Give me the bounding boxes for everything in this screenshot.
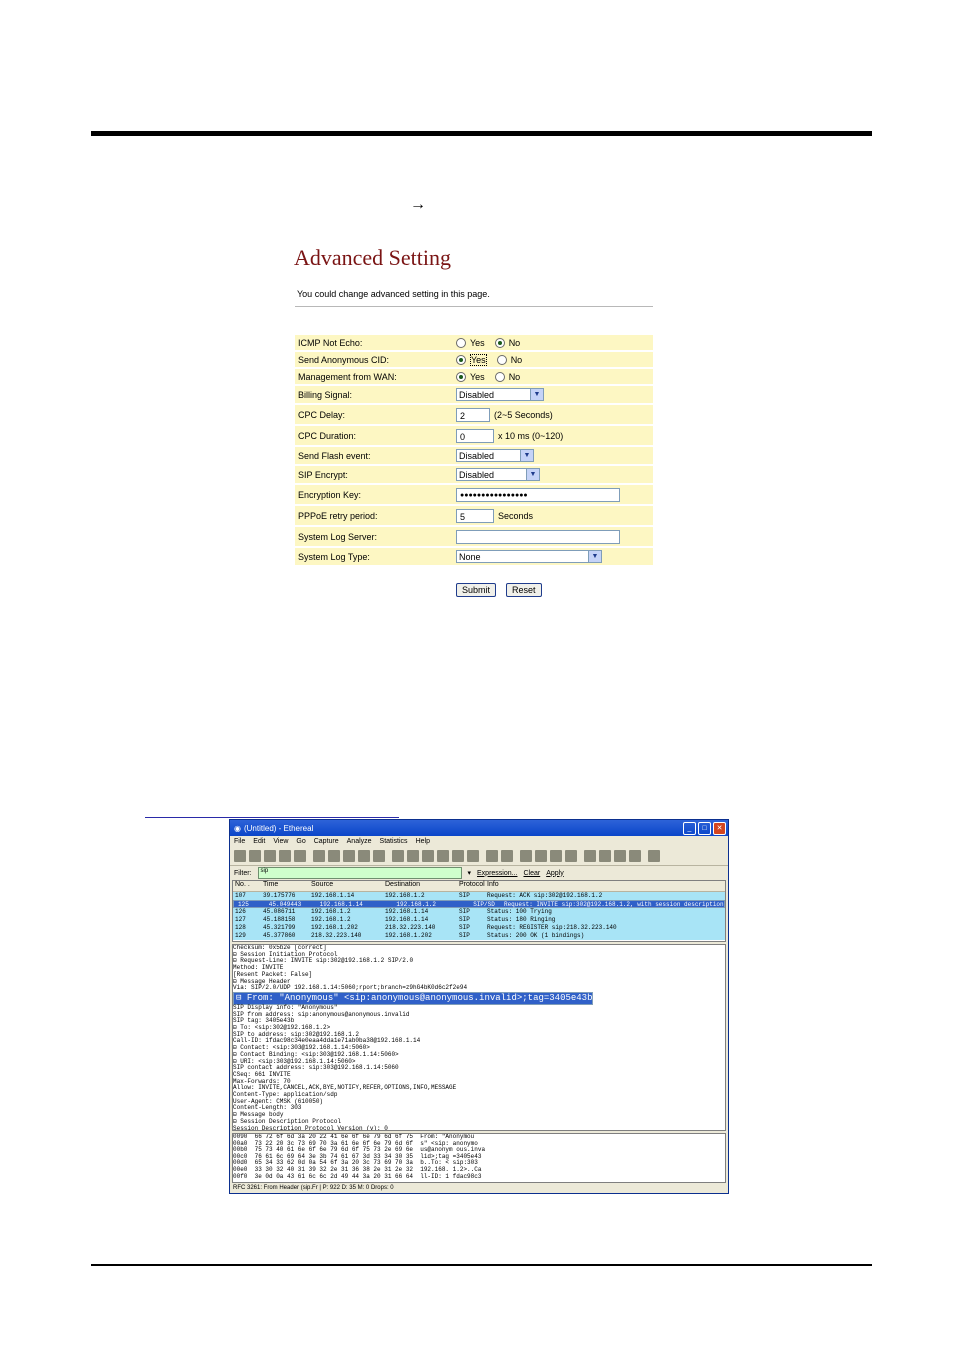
minimize-icon[interactable]: _ [683,822,696,835]
close-icon[interactable]: ✕ [713,822,726,835]
clear-link[interactable]: Clear [523,869,541,877]
hex-line[interactable]: 00e0 33 30 32 40 31 39 32 2e 31 36 38 2e 31 2e 32 192.168. 1.2>..Ca [233,1165,482,1173]
detail-line[interactable]: ⊟ Request-Line: INVITE sip:302@192.168.1.2 SIP/2.0 [233,957,414,965]
cell-time: 45.086711 [263,908,296,915]
cell-info: Request: REGISTER sip:218.32.223.140 [487,924,617,931]
filter-input[interactable]: sip [258,867,462,879]
hex-pane [232,1133,726,1183]
display-filters-icon[interactable] [599,850,611,862]
radio-mgmt-yes[interactable] [456,372,466,382]
cell-time: 45.049443 [268,900,302,908]
cpc-duration-hint: x 10 ms (0~120) [498,430,564,441]
hex-line[interactable]: 00b0 75 73 40 61 6e 6f 6e 79 6d 6f 75 73 2e 69 6e us@anonym ous.inva [233,1146,486,1154]
detail-line[interactable]: SIP from address: sip:anonymous@anonymous.invalid [233,1010,410,1018]
cell-protocol: SIP [459,892,470,899]
cell-destination: 218.32.223.140 [385,924,436,931]
label-encryption-key: Encryption Key: [298,489,362,500]
packet-row[interactable] [233,908,725,916]
cpc-delay-input[interactable]: 2 [456,408,490,422]
cell-info: Status: 200 OK (1 bindings) [487,932,585,939]
reload-icon[interactable] [358,850,370,862]
print-icon[interactable] [373,850,385,862]
window-title: (Untitled) - Ethereal [243,823,314,833]
preferences-icon[interactable] [629,850,641,862]
detail-line[interactable]: Content-Length: 303 [233,1104,302,1112]
radio-anon-yes[interactable] [456,355,466,365]
send-flash-select[interactable] [456,449,534,462]
expression-link[interactable]: Expression... [477,869,518,877]
cell-no: 125 [238,900,249,908]
start-capture-icon[interactable] [264,850,276,862]
first-packet-icon[interactable] [452,850,464,862]
detail-line[interactable]: ⊟ URI: <sip:303@192.168.1.14:5060> [233,1057,356,1065]
row-management-from-wan [295,369,653,384]
reset-button[interactable]: Reset [506,583,542,597]
select-value: Disabled [459,389,495,400]
options-icon[interactable] [249,850,261,862]
row-send-flash-event [295,447,653,464]
packet-row-selected[interactable] [233,900,725,908]
close-file-icon[interactable] [343,850,355,862]
bottom-rule [91,1264,872,1266]
packet-list [232,880,726,942]
cell-protocol: SIP [459,908,470,915]
label-management-from-wan: Management from WAN: [298,371,397,382]
label-icmp-not-echo: ICMP Not Echo: [298,337,363,348]
detail-line[interactable]: SIP to address: sip:302@192.168.1.2 [233,1030,360,1038]
filter-label: Filter: [234,869,252,877]
label-billing-signal: Billing Signal: [298,389,353,400]
cell-destination: 192.168.1.2 [385,892,425,899]
detail-line[interactable]: Allow: INVITE,CANCEL,ACK,BYE,NOTIFY,REFER,OPTIONS,INFO,MESSAGE [233,1084,457,1092]
col-time[interactable]: Time [263,881,279,888]
goto-icon[interactable] [437,850,449,862]
cpc-duration-input[interactable]: 0 [456,429,494,443]
menu-analyze[interactable]: Analyze [346,838,372,845]
radio-icmp-no[interactable] [495,338,505,348]
cell-source: 192.168.1.14 [311,892,355,899]
link-underline [145,817,399,818]
coloring-rules-icon[interactable] [614,850,626,862]
cell-source: 192.168.1.2 [311,908,351,915]
hex-line[interactable]: 0090 66 72 6f 6d 3a 20 22 41 6e 6f 6e 79 6d 6f 75 From: "Anonymou [233,1133,475,1140]
submit-button[interactable]: Submit [456,583,496,597]
select-value: Disabled [459,450,495,461]
menu-view[interactable]: View [273,838,289,845]
col-destination[interactable]: Destination [385,881,421,888]
cell-time: 45.377860 [263,932,296,939]
zoom-out-icon[interactable] [535,850,547,862]
billing-signal-select[interactable] [456,388,544,401]
menu-bar [230,836,728,847]
restart-capture-icon[interactable] [294,850,306,862]
save-icon[interactable] [328,850,340,862]
col-protocol[interactable]: Protocol [459,881,485,888]
packet-row[interactable] [233,916,725,924]
label-system-log-type: System Log Type: [298,551,370,562]
pppoe-retry-hint: Seconds [498,510,534,521]
row-send-anonymous-cid [295,352,653,367]
row-icmp-not-echo [295,335,653,350]
cpc-delay-hint: (2~5 Seconds) [494,409,553,420]
ethereal-window [229,819,729,1194]
detail-line[interactable]: SIP Display info: "Anonymous" [233,1003,338,1011]
chevron-down-icon: ▼ [526,469,539,480]
zoom-normal-icon[interactable] [550,850,562,862]
detail-line[interactable]: CSeq: 661 INVITE [233,1070,291,1078]
cell-destination: 192.168.1.14 [385,908,429,915]
chevron-down-icon: ▼ [520,450,533,461]
cell-info: Status: 100 Trying [487,908,552,915]
cell-protocol: SIP [459,932,470,939]
detail-line[interactable]: Max-Forwards: 70 [233,1077,291,1085]
detail-line[interactable]: Session Description Protocol Version (v): 0 [233,1124,388,1131]
detail-line[interactable]: [Resent Packet: False] [233,970,313,978]
detail-line[interactable]: ⊟ Message Header [233,977,291,985]
row-system-log-server [295,527,653,546]
hex-line[interactable]: 00f0 3e 0d 0a 43 61 6c 6c 2d 49 44 3a 20 31 66 64 ll-ID: 1 fdac98c3 [233,1172,482,1180]
app-icon: ◉ [234,823,241,833]
system-log-type-select[interactable] [456,550,602,563]
cell-protocol: SIP [459,924,470,931]
menu-capture[interactable]: Capture [313,838,339,845]
detail-line[interactable]: User-Agent: CMSK (610050) [233,1097,324,1105]
cell-protocol: SIP [459,916,470,923]
detail-line[interactable]: SIP contact address: sip:303@192.168.1.14:5060 [233,1064,399,1072]
radio-icmp-yes[interactable] [456,338,466,348]
autoscroll-icon[interactable] [501,850,513,862]
cell-source: 192.168.1.14 [319,900,363,908]
pppoe-retry-input[interactable]: 5 [456,509,494,523]
cell-time: 45.321799 [263,924,296,931]
status-bar: RFC 3261: From Header (sip.Fr | P: 922 D: 35 M: 0 Drops: 0 [233,1185,394,1191]
detail-line[interactable]: Method: INVITE [233,964,284,972]
detail-line[interactable]: ⊟ Contact Binding: <sip:303@192.168.1.14:5060> [233,1050,399,1058]
find-icon[interactable] [392,850,404,862]
packet-details [232,944,726,1131]
top-rule [91,131,872,136]
radio-label: Yes [470,337,485,348]
cell-time: 39.175776 [263,892,296,899]
row-system-log-type [295,548,653,565]
detail-line[interactable]: SIP tag: 3405e43b [233,1017,295,1025]
zoom-in-icon[interactable] [520,850,532,862]
back-icon[interactable] [407,850,419,862]
capture-filters-icon[interactable] [584,850,596,862]
label-send-anonymous-cid: Send Anonymous CID: [298,354,390,365]
radio-label: Yes [471,354,486,365]
toolbar [230,847,728,866]
system-log-server-input[interactable] [456,530,620,544]
hex-line[interactable]: 00c0 76 61 6c 69 64 3e 3b 74 61 67 3d 33 34 30 35 lid>;tag =3405e43 [233,1152,482,1160]
chevron-down-icon[interactable]: ▾ [467,870,472,877]
detail-line-selected[interactable]: ⊟ From: "Anonymous" <sip:anonymous@anonymous.invalid>;tag=3405e43b [233,992,593,1005]
cell-no: 127 [235,916,246,923]
sip-encrypt-select[interactable] [456,468,540,481]
cell-no: 107 [235,892,246,899]
cell-no: 129 [235,932,246,939]
apply-link[interactable]: Apply [546,869,564,877]
col-source[interactable]: Source [311,881,334,888]
cell-info: Status: 180 Ringing [487,916,556,923]
cell-no: 126 [235,908,246,915]
detail-line[interactable]: Call-ID: 1fdac98c34e0eaa4dda1e71ab0ba38@192.168.1.14 [233,1037,421,1045]
select-value: None [459,551,481,562]
radio-label: No [510,354,523,365]
select-value: Disabled [459,469,495,480]
packet-row[interactable] [233,932,725,940]
radio-label: Yes [470,371,485,382]
cell-destination: 192.168.1.202 [385,932,432,939]
packet-list-header [233,881,725,892]
label-system-log-server: System Log Server: [298,531,378,542]
hex-line[interactable]: 00a0 73 22 20 3c 73 69 70 3a 61 6e 6f 6e 79 6d 6f s" <sip: anonymo [233,1139,478,1147]
packet-row[interactable] [233,892,725,900]
detail-line[interactable]: ⊟ Message body [233,1111,284,1119]
row-billing-signal [295,386,653,403]
help-icon[interactable] [648,850,660,862]
cell-no: 128 [235,924,246,931]
stop-capture-icon[interactable] [279,850,291,862]
resize-columns-icon[interactable] [565,850,577,862]
radio-mgmt-no[interactable] [495,372,505,382]
chevron-down-icon: ▼ [588,551,601,562]
label-cpc-duration: CPC Duration: [298,430,357,441]
page-description: You could change advanced setting in this page. [297,289,490,299]
last-packet-icon[interactable] [467,850,479,862]
menu-edit[interactable]: Edit [253,838,266,845]
col-info[interactable]: Info [487,881,499,888]
page-title: Advanced Setting [294,245,452,270]
detail-line[interactable]: Content-Type: application/sdp [233,1091,338,1099]
cell-info: Request: ACK sip:302@192.168.1.2 [487,892,603,899]
detail-line[interactable]: ⊟ Contact: <sip:303@192.168.1.14:5060> [233,1044,370,1052]
radio-label: No [508,337,521,348]
row-encryption-key [295,485,653,504]
interfaces-icon[interactable] [234,850,246,862]
row-cpc-delay [295,405,653,424]
label-cpc-delay: CPC Delay: [298,409,346,420]
maximize-icon[interactable]: □ [698,822,711,835]
encryption-key-input[interactable]: ●●●●●●●●●●●●●●●● [456,488,620,502]
menu-go[interactable]: Go [296,838,306,845]
detail-line[interactable]: Via: SIP/2.0/UDP 192.168.1.14:5060;rport;branch=z9hG4bK0d6c2f2e94 [233,984,468,992]
label-pppoe-retry: PPPoE retry period: [298,510,378,521]
chevron-down-icon: ▼ [530,389,543,400]
cell-source: 192.168.1.2 [311,916,351,923]
packet-row[interactable] [233,924,725,932]
forward-icon[interactable] [422,850,434,862]
open-icon[interactable] [313,850,325,862]
radio-label: No [508,371,521,382]
menu-statistics[interactable]: Statistics [379,838,408,845]
cell-time: 45.188158 [263,916,296,923]
cell-source: 192.168.1.202 [311,924,358,931]
detail-line[interactable]: ⊟ Session Initiation Protocol [233,950,338,958]
hex-line[interactable]: 00d0 65 34 33 62 0d 0a 54 6f 3a 20 3c 73 69 70 3a b..To: < sip:303 [233,1159,478,1167]
detail-line[interactable]: ⊟ Session Description Protocol [233,1117,342,1125]
detail-line[interactable]: Checksum: 0x5b2e [correct] [233,944,327,951]
row-sip-encrypt [295,466,653,483]
label-send-flash-event: Send Flash event: [298,450,371,461]
advanced-setting-form [295,335,653,567]
cell-destination: 192.168.1.14 [385,916,429,923]
title-bar [230,820,728,836]
cell-protocol: SIP/SD [473,900,495,908]
arrow-icon: → [410,196,426,213]
radio-anon-no[interactable] [497,355,507,365]
cell-destination: 192.168.1.2 [396,900,436,908]
label-sip-encrypt: SIP Encrypt: [298,469,348,480]
menu-file[interactable]: File [234,838,246,845]
filter-bar [230,866,728,880]
cell-info: Request: INVITE sip:302@192.168.1.2, with session description [503,900,724,908]
detail-line[interactable]: ⊟ To: <sip:302@192.168.1.2> [233,1024,331,1032]
menu-help[interactable]: Help [415,838,430,845]
divider [295,306,653,307]
colorize-icon[interactable] [486,850,498,862]
col-no[interactable]: No. . [235,881,250,888]
row-cpc-duration [295,426,653,445]
row-pppoe-retry [295,506,653,525]
cell-source: 218.32.223.140 [311,932,362,939]
